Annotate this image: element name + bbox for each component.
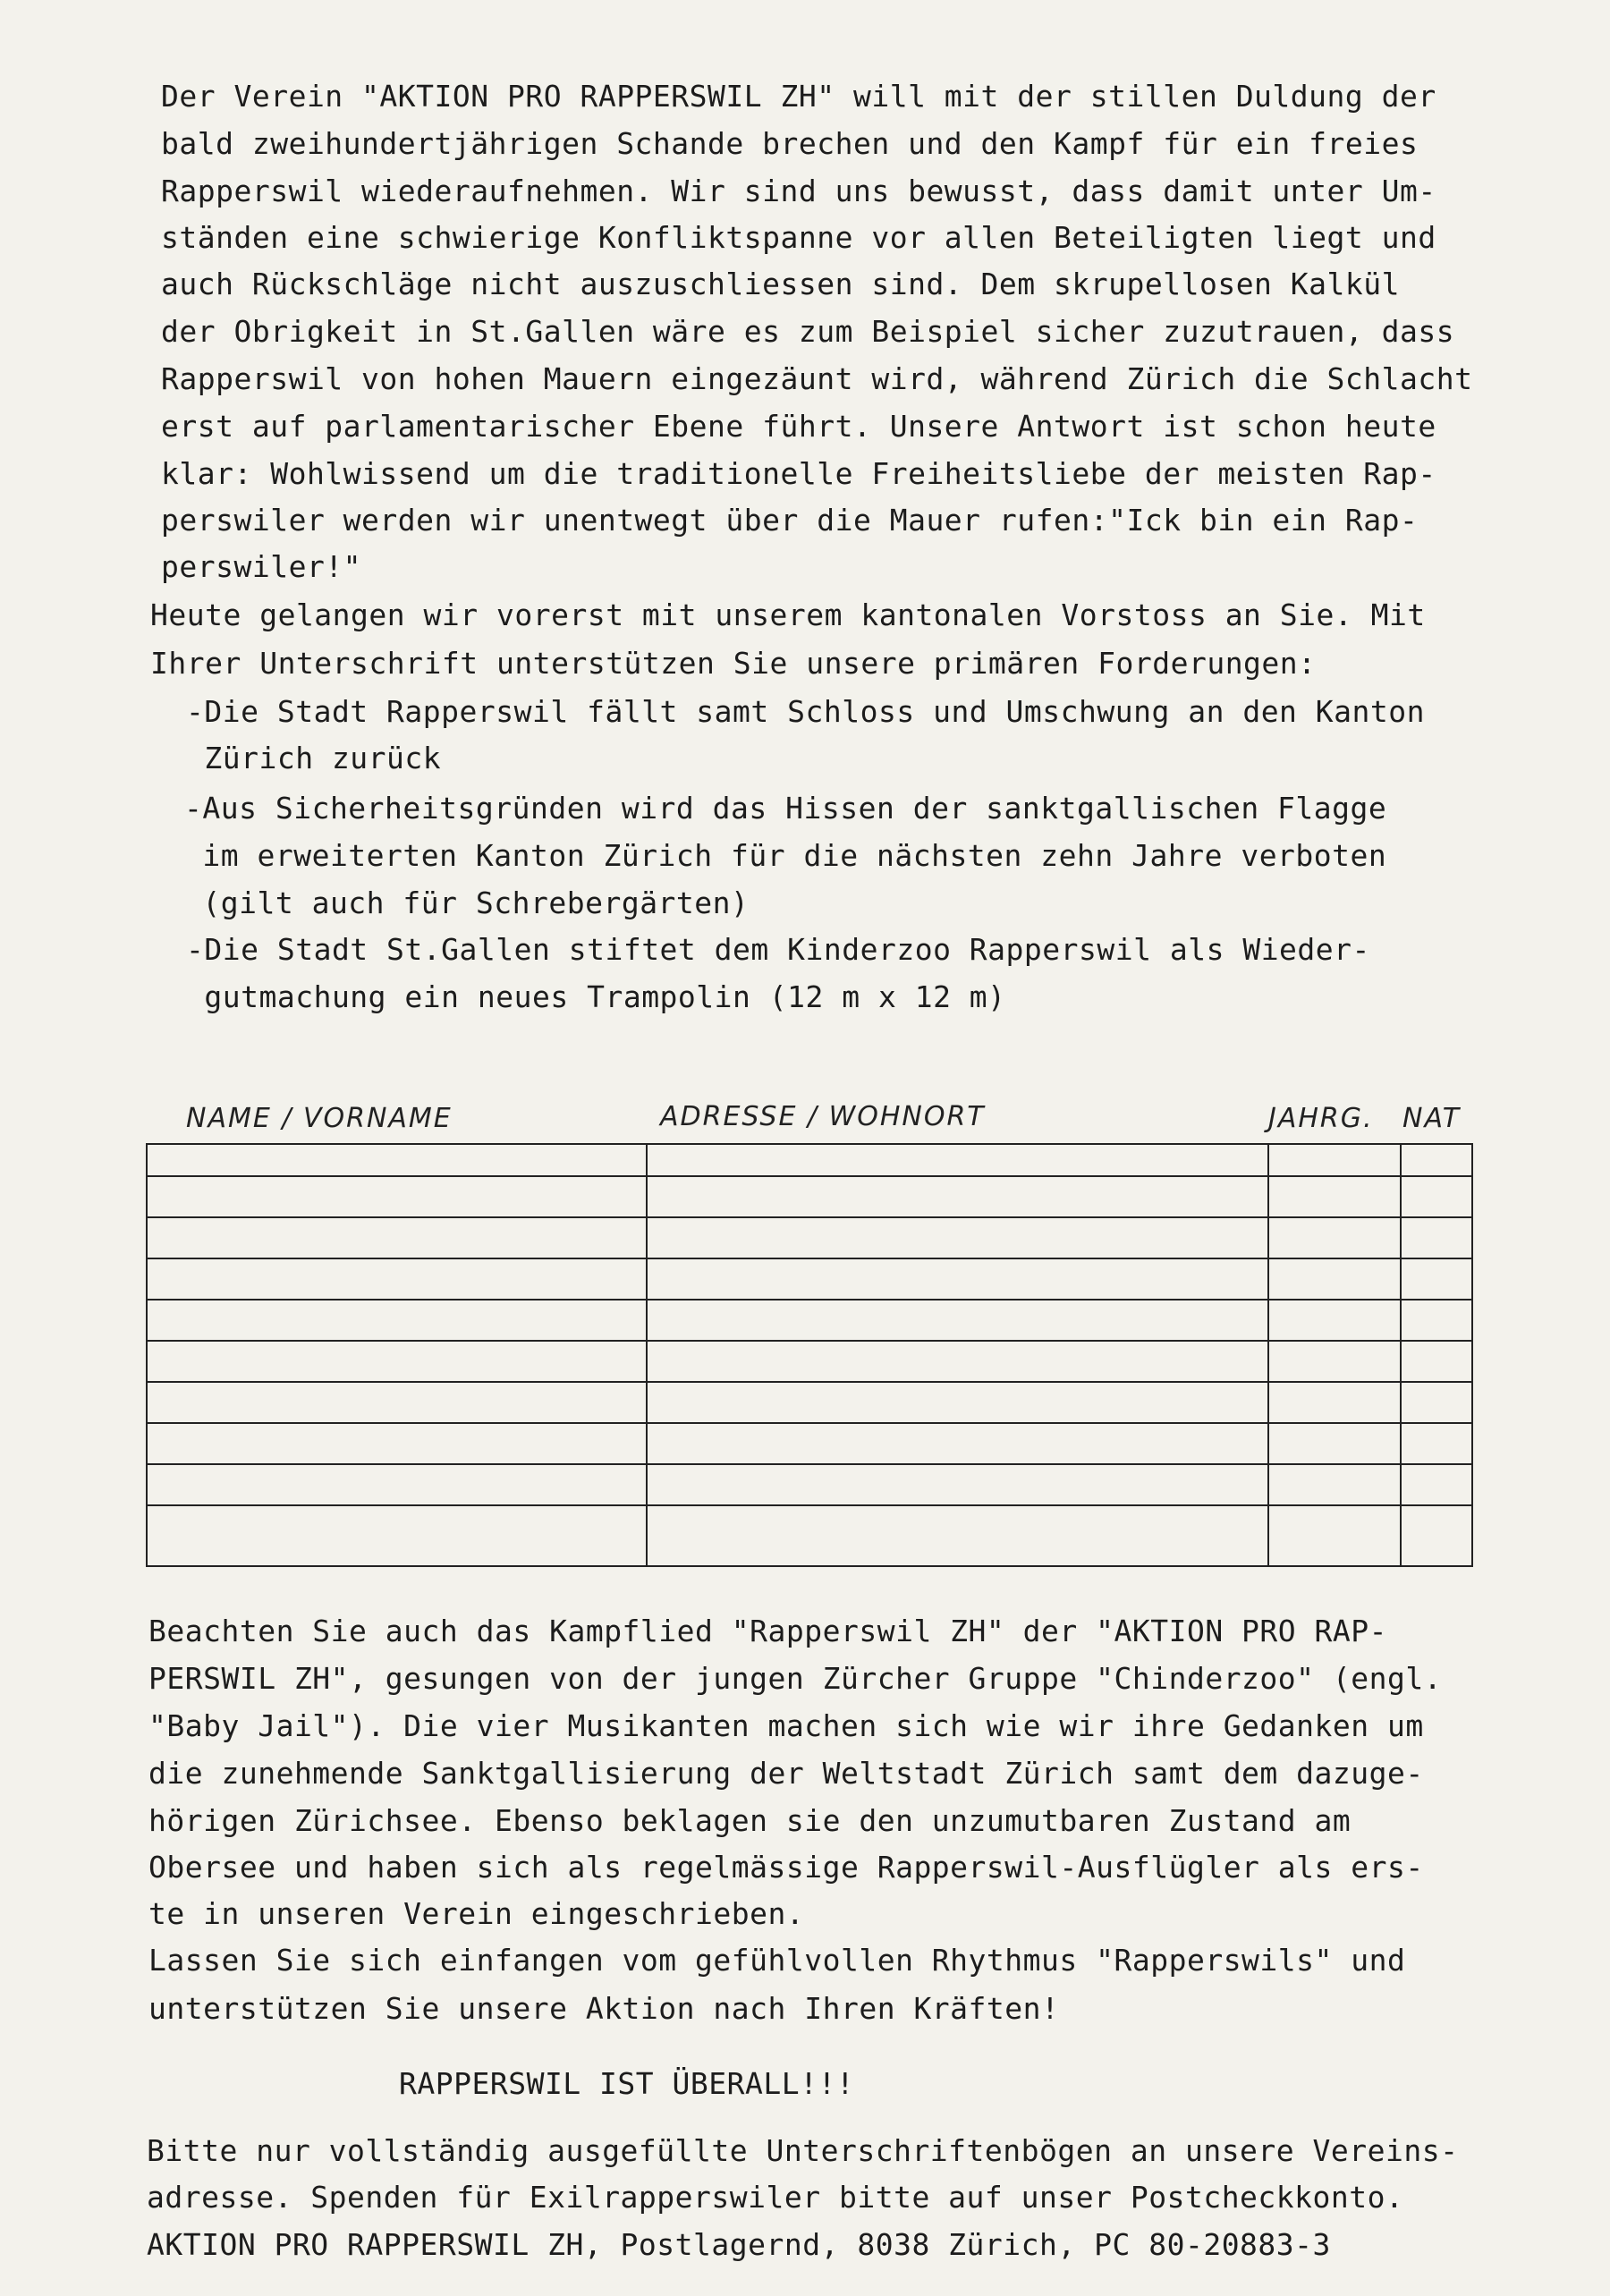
demand-line: Zürich zurück	[186, 741, 442, 775]
text-line: perswiler!"	[161, 549, 362, 584]
text-line: der Obrigkeit in St.Gallen wäre es zum Beispiel sicher zuzutrauen, dass	[161, 314, 1455, 349]
row-divider	[148, 1175, 1471, 1177]
text-line: PERSWIL ZH", gesungen von der jungen Zürcher Gruppe "Chinderzoo" (engl.	[148, 1661, 1443, 1696]
text-line: Rapperswil wiederaufnehmen. Wir sind uns bewusst, dass damit unter Um-	[161, 174, 1436, 208]
text-line: Rapperswil von hohen Mauern eingezäunt wird, während Zürich die Schlacht	[161, 361, 1473, 396]
row-divider	[148, 1504, 1471, 1506]
text-line: te in unseren Verein eingeschrieben.	[148, 1896, 805, 1931]
demand-line: (gilt auch für Schrebergärten)	[184, 885, 750, 920]
text-line: Obersee und haben sich als regelmässige Rapperswil-Ausflügler als ers-	[148, 1850, 1424, 1885]
row-divider	[148, 1258, 1471, 1259]
text-line: erst auf parlamentarischer Ebene führt. Unsere Antwort ist schon heute	[161, 409, 1436, 444]
demand-line: -Die Stadt St.Gallen stiftet dem Kinderzoo Rapperswil als Wieder-	[186, 932, 1370, 967]
header-nat: NAT	[1402, 1103, 1462, 1134]
text-line: die zunehmende Sanktgallisierung der Weltstadt Zürich samt dem dazuge-	[148, 1756, 1424, 1791]
text-line: perswiler werden wir unentwegt über die Mauer rufen:"Ick bin ein Rap-	[161, 503, 1419, 538]
row-divider	[148, 1381, 1471, 1383]
text-line: AKTION PRO RAPPERSWIL ZH, Postlagernd, 8038 Zürich, PC 80-20883-3	[147, 2227, 1331, 2262]
row-divider	[148, 1422, 1471, 1424]
text-line: auch Rückschläge nicht auszuschliessen sind. Dem skrupellosen Kalkül	[161, 267, 1401, 301]
text-line: Lassen Sie sich einfangen vom gefühlvollen Rhythmus "Rapperswils" und	[148, 1943, 1406, 1978]
text-line: unterstützen Sie unsere Aktion nach Ihren Kräften!	[148, 1991, 1060, 2026]
column-divider	[646, 1145, 648, 1565]
slogan: RAPPERSWIL IST ÜBERALL!!!	[399, 2066, 855, 2101]
text-line: ständen eine schwierige Konfliktspanne vor allen Beteiligten liegt und	[161, 220, 1436, 255]
row-divider	[148, 1216, 1471, 1218]
text-line: klar: Wohlwissend um die traditionelle Freiheitsliebe der meisten Rap-	[161, 456, 1436, 491]
row-divider	[148, 1299, 1471, 1301]
text-line: hörigen Zürichsee. Ebenso beklagen sie den unzumutbaren Zustand am	[148, 1803, 1352, 1838]
signature-table[interactable]	[146, 1143, 1473, 1567]
header-year: JAHRG.	[1268, 1103, 1374, 1134]
text-line: Heute gelangen wir vorerst mit unserem kantonalen Vorstoss an Sie. Mit	[150, 597, 1426, 632]
demand-line: -Die Stadt Rapperswil fällt samt Schloss und Umschwung an den Kanton	[186, 694, 1426, 729]
column-divider	[1267, 1145, 1269, 1565]
header-name: NAME / VORNAME	[186, 1103, 453, 1134]
text-line: "Baby Jail"). Die vier Musikanten machen sich wie wir ihre Gedanken um	[148, 1708, 1424, 1743]
text-line: Bitte nur vollständig ausgefüllte Unterschriftenbögen an unsere Vereins-	[147, 2133, 1459, 2168]
text-line: adresse. Spenden für Exilrapperswiler bitte auf unser Postcheckkonto.	[147, 2180, 1404, 2215]
header-address: ADRESSE / WOHNORT	[660, 1101, 986, 1132]
text-line: Beachten Sie auch das Kampflied "Rapperswil ZH" der "AKTION PRO RAP-	[148, 1614, 1388, 1648]
row-divider	[148, 1340, 1471, 1342]
text-line: Ihrer Unterschrift unterstützen Sie unsere primären Forderungen:	[150, 646, 1317, 681]
text-line: Der Verein "AKTION PRO RAPPERSWIL ZH" will mit der stillen Duldung der	[161, 79, 1436, 114]
demand-line: im erweiterten Kanton Zürich für die nächsten zehn Jahre verboten	[184, 838, 1387, 873]
demand-line: gutmachung ein neues Trampolin (12 m x 12 m)	[186, 979, 1006, 1014]
row-divider	[148, 1463, 1471, 1465]
column-divider	[1400, 1145, 1402, 1565]
text-line: bald zweihundertjährigen Schande brechen und den Kampf für ein freies	[161, 126, 1419, 161]
demand-line: -Aus Sicherheitsgründen wird das Hissen der sanktgallischen Flagge	[184, 791, 1387, 826]
